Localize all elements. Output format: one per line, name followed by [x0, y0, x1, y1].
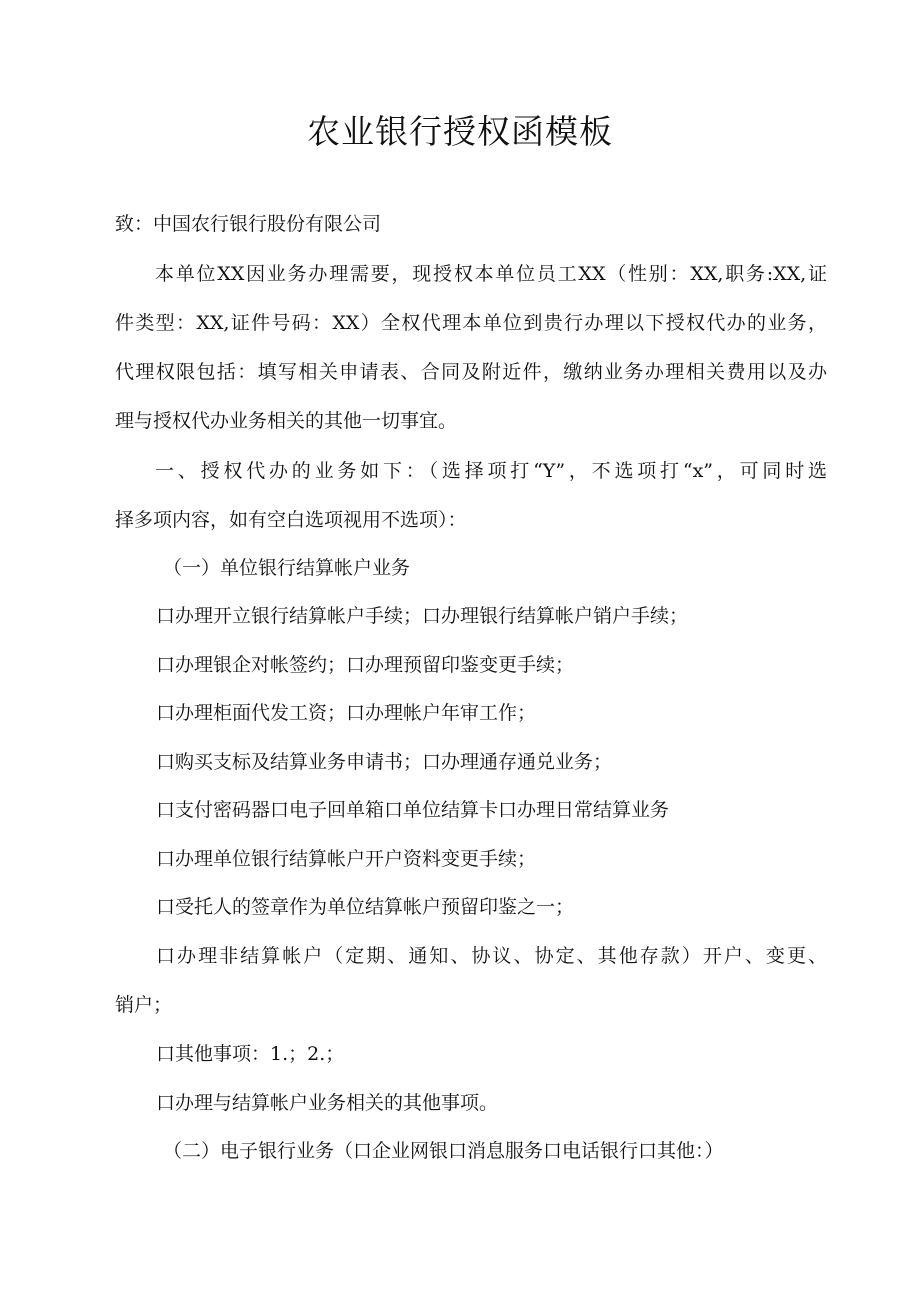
list-item: 口办理银企对帐签约；口办理预留印鉴变更手续；: [156, 654, 575, 676]
intro-line-2: 件类型：XX,证件号码：XX）全权代理本单位到贵行办理以下授权代办的业务，: [115, 312, 827, 334]
list-item-nonsettlement-line-2: 销户；: [115, 994, 173, 1016]
list-item: 口办理开立银行结算帐户手续；口办理银行结算帐户销户手续；: [156, 605, 689, 627]
section1-heading-line-2: 择多项内容，如有空白选项视用不选项）：: [115, 509, 467, 531]
intro-line-3: 代理权限包括：填写相关申请表、合同及附近件，缴纳业务办理相关费用以及办: [115, 361, 827, 383]
intro-line-1: 本单位XX因业务办理需要，现授权本单位员工XX（性别：XX,职务:XX,证: [155, 263, 827, 285]
list-item: 口办理柜面代发工资；口办理帐户年审工作；: [156, 702, 537, 724]
intro-line-4: 理与授权代办业务相关的其他一切事宜。: [115, 410, 458, 432]
document-title: 农业银行授权函模板: [307, 112, 613, 151]
list-item: 口支付密码器口电子回单箱口单位结算卡口办理日常结算业务: [156, 799, 670, 821]
list-item: 口办理单位银行结算帐户开户资料变更手续；: [156, 848, 537, 870]
list-item-other-matters: 口其他事项：1.；2.；: [156, 1043, 345, 1065]
list-item-nonsettlement-line-1: 口办理非结算帐户（定期、通知、协议、协定、其他存款）开户、变更、: [156, 945, 827, 967]
list-item-related-matters: 口办理与结算帐户业务相关的其他事项。: [156, 1092, 499, 1114]
subsection2-heading: （二）电子银行业务（口企业网银口消息服务口电话银行口其他：）: [163, 1140, 724, 1162]
list-item: 口受托人的签章作为单位结算帐户预留印鉴之一；: [156, 896, 575, 918]
salutation: 致：中国农行银行股份有限公司: [115, 213, 382, 235]
subsection1-heading: （一）单位银行结算帐户业务: [163, 557, 411, 579]
section1-heading-line-1: 一、授权代办的业务如下：（选择项打“Y”，不选项打“x”，可同时选: [155, 460, 827, 482]
list-item: 口购买支标及结算业务申请书；口办理通存通兑业务；: [156, 751, 613, 773]
